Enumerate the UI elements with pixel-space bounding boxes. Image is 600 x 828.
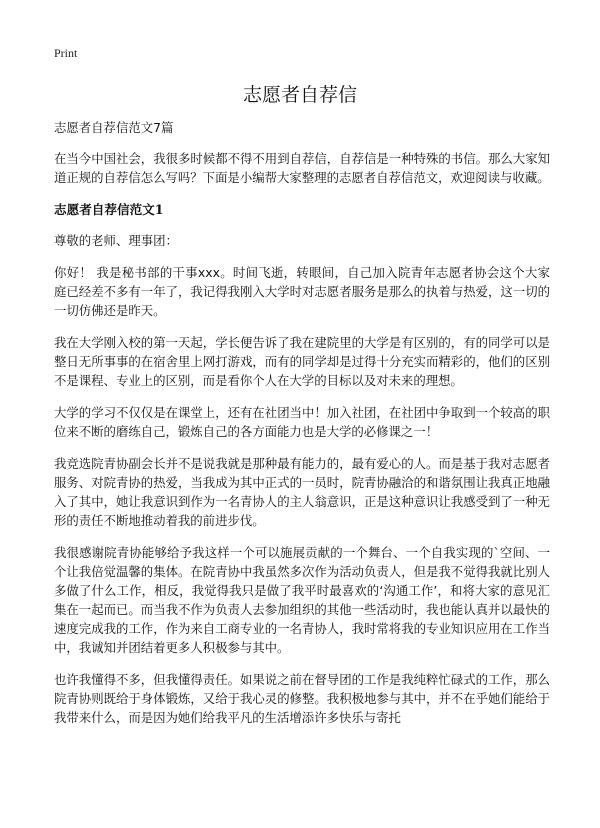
body-paragraph: 也许我懂得不多，但我懂得责任。如果说之前在督导团的工作是我纯粹忙碌式的工作，那么院青协则既给于身体锻炼，又给于我心灵的修整。我积极地参与其中，并不在乎她们能给于我带来什么，而是因为她们给我平凡的生活增添许多快乐与寄托 bbox=[54, 672, 550, 725]
body-paragraph: 你好！ 我是秘书部的干事xxx。时间飞逝，转眼间，自己加入院青年志愿者协会这个大家庭已经差不多有一年了，我记得我刚入大学时对志愿者服务是那么的执着与热爱，这一切的一切仿佛还是昨天。 bbox=[54, 265, 550, 318]
document-subtitle: 志愿者自荐信范文7篇 bbox=[54, 120, 174, 135]
body-paragraph: 我竞选院青协副会长并不是说我就是那种最有能力的，最有爱心的人。而是基于我对志愿者服务、对院青协的热爱，当我成为其中正式的一员时，院青协融洽的和谐氛围让我真正地融入了其中，她让我意识到作为一名青协人的主人翁意识，正是这种意识让我感受到了一种无形的责任不断地推动着我的前进步伐。 bbox=[54, 456, 550, 528]
salutation: 尊敬的老师、理事团： bbox=[54, 233, 178, 248]
body-paragraph: 我在大学刚入校的第一天起，学长便告诉了我在建院里的大学是有区别的，有的同学可以是整日无所事事的在宿舍里上网打游戏，而有的同学却是过得十分充实而精彩的，他们的区别不是课程、专业上的区别，而是看你个人在大学的目标以及对未来的理想。 bbox=[54, 335, 550, 388]
body-paragraph: 我很感谢院青协能够给予我这样一个可以施展贡献的一个舞台、一个自我实现的`空间、一个让我倍觉温馨的集体。在院青协中我虽然多次作为活动负责人，但是我不觉得我就比别人多做了什么工作，相反，我觉得我只是做了我平时最喜欢的‘沟通工作’，和将大家的意见汇集在一起而已。而当我不作为负责人去参加组织的其他一些活动时，我也能认真并以最快的速度完成我的工作，作为来自工商专业的一名青协人，我时常将我的专业知识应用在工作当中，我诚知并团结着更多人积极参与其中。 bbox=[54, 545, 550, 655]
page-title: 志愿者自荐信 bbox=[242, 84, 357, 106]
document-body bbox=[54, 118, 550, 740]
print-link[interactable]: Print bbox=[54, 46, 78, 60]
intro-paragraph: 在当今中国社会，我很多时候都不得不用到自荐信，自荐信是一种特殊的书信。那么大家知道正规的自荐信怎么写吗？下面是小编帮大家整理的志愿者自荐信范文，欢迎阅读与收藏。 bbox=[54, 151, 550, 185]
section-heading: 志愿者自荐信范文1 bbox=[54, 202, 164, 217]
body-paragraph: 大学的学习不仅仅是在课堂上，还有在社团当中！加入社团，在社团中争取到一个较高的职位来不断的磨练自己，锻炼自己的各方面能力也是大学的必修课之一！ bbox=[54, 405, 550, 439]
